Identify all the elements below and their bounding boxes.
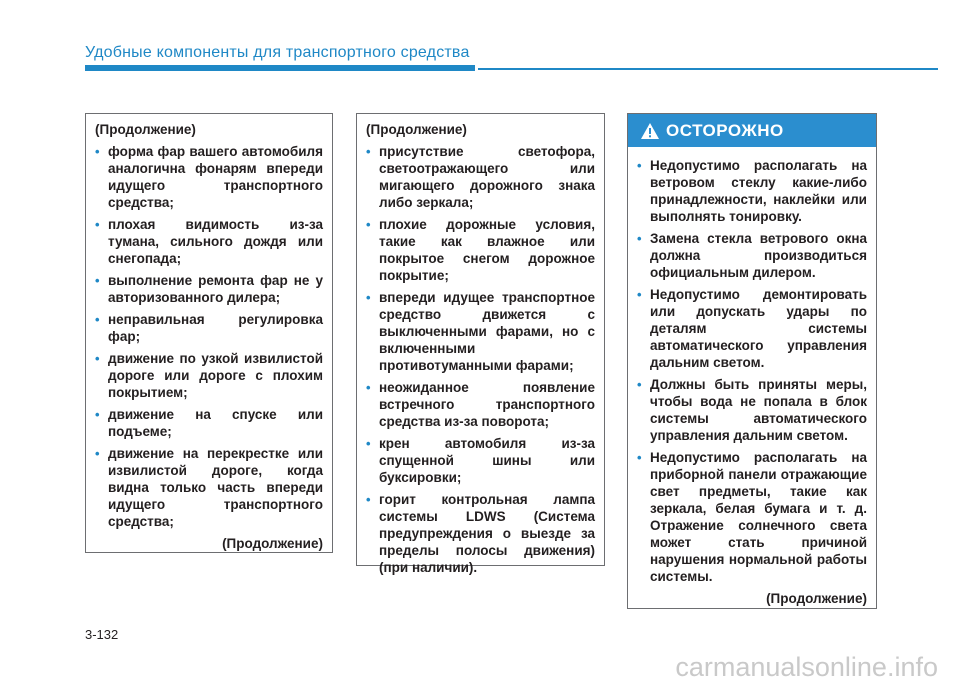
continued-label-bottom: (Продолжение) (766, 591, 867, 606)
list-item (95, 143, 323, 211)
list-item (637, 230, 867, 281)
warning-header (628, 114, 876, 147)
list-item (95, 350, 323, 401)
header-rule-thick (85, 65, 475, 71)
warning-title: ОСТОРОЖНО (666, 120, 784, 140)
list-item-text: впереди идущее транспортное средство движется с выключенными фарами, но с включенными противотуманными фарами; (379, 290, 595, 373)
bullet-icon: • (95, 273, 100, 288)
list-item-text: неожиданное появление встречного транспортного средства из-за поворота; (379, 380, 595, 429)
list-item-text: присутствие светофора, светоотражающего или мигающего дорожного знака либо зеркала; (379, 144, 595, 210)
page-number: 3-132 (85, 627, 119, 642)
bullet-icon: • (366, 217, 371, 232)
list-item-text: неправильная регулировка фар; (108, 312, 323, 344)
condition-list (366, 143, 595, 576)
warning-box (627, 113, 877, 609)
watermark: carmanualsonline.info (675, 652, 938, 682)
bullet-icon: • (366, 290, 371, 305)
bullet-icon: • (366, 492, 371, 507)
list-item (95, 272, 323, 306)
list-item-text: плохие дорожные условия, такие как влажное или покрытое снегом дорожное покрытие; (379, 217, 595, 283)
list-item (637, 376, 867, 444)
warning-triangle-icon (640, 122, 660, 140)
list-item-text: движение по узкой извилистой дороге или дороге с плохим покрытием; (108, 351, 323, 400)
info-box-middle (356, 113, 605, 575)
section-title: Удобные компоненты для транспортного средства (85, 44, 470, 61)
bullet-icon: • (637, 450, 642, 465)
bullet-icon: • (637, 231, 642, 246)
list-item-text: горит контрольная лампа системы LDWS (Система предупреждения о выезде за пределы полосы движения) (при наличии). (379, 492, 595, 575)
list-item-text: Должны быть приняты меры, чтобы вода не попала в блок системы автоматического управления дальним светом. (650, 377, 867, 443)
condition-list (95, 143, 323, 530)
list-item (95, 216, 323, 267)
list-item (95, 445, 323, 530)
bullet-icon: • (366, 380, 371, 395)
continued-label-top: (Продолжение) (95, 122, 196, 137)
bullet-icon: • (95, 217, 100, 232)
list-item (366, 491, 595, 576)
bullet-icon: • (366, 144, 371, 159)
continued-label-top: (Продолжение) (366, 122, 467, 137)
bullet-icon: • (95, 351, 100, 366)
list-item-text: форма фар вашего автомобиля аналогична фонарям впереди идущего транспортного средства; (108, 144, 323, 210)
list-item-text: Недопустимо располагать на ветровом стеклу какие-либо принадлежности, наклейки или выполнять тонировку. (650, 158, 867, 224)
list-item (366, 435, 595, 486)
list-item-text: крен автомобиля из-за спущенной шины или буксировки; (379, 436, 595, 485)
list-item (366, 379, 595, 430)
bullet-icon: • (637, 287, 642, 302)
list-item (366, 289, 595, 374)
list-item (637, 157, 867, 225)
list-item-text: Замена стекла ветрового окна должна производиться официальным дилером. (650, 231, 867, 280)
list-item-text: движение на перекрестке или извилистой дороге, когда видна только часть впереди идущего транспортного средства; (108, 446, 323, 529)
bullet-icon: • (95, 407, 100, 422)
list-item-text: плохая видимость из-за тумана, сильного дождя или снегопада; (108, 217, 323, 266)
list-item (95, 406, 323, 440)
warning-list (637, 157, 867, 585)
list-item-text: Недопустимо располагать на приборной панели отражающие свет предметы, такие как зеркала, белая бумага и т. д. Отражение солнечного света может стать причиной нарушения нормальной работы системы. (650, 450, 867, 584)
bullet-icon: • (95, 144, 100, 159)
list-item (366, 216, 595, 284)
info-box-left (85, 113, 333, 553)
list-item (366, 143, 595, 211)
bullet-icon: • (637, 377, 642, 392)
list-item (637, 449, 867, 585)
list-item (637, 286, 867, 371)
list-item-text: выполнение ремонта фар не у авторизованного дилера; (108, 273, 323, 305)
list-item-text: движение на спуске или подъеме; (108, 407, 323, 439)
list-item-text: Недопустимо демонтировать или допускать удары по деталям системы автоматического управления дальним светом. (650, 287, 867, 370)
header-rule-thin (478, 68, 938, 70)
list-item (95, 311, 323, 345)
bullet-icon: • (366, 436, 371, 451)
bullet-icon: • (637, 158, 642, 173)
continued-label-bottom: (Продолжение) (222, 536, 323, 551)
bullet-icon: • (95, 446, 100, 461)
bullet-icon: • (95, 312, 100, 327)
